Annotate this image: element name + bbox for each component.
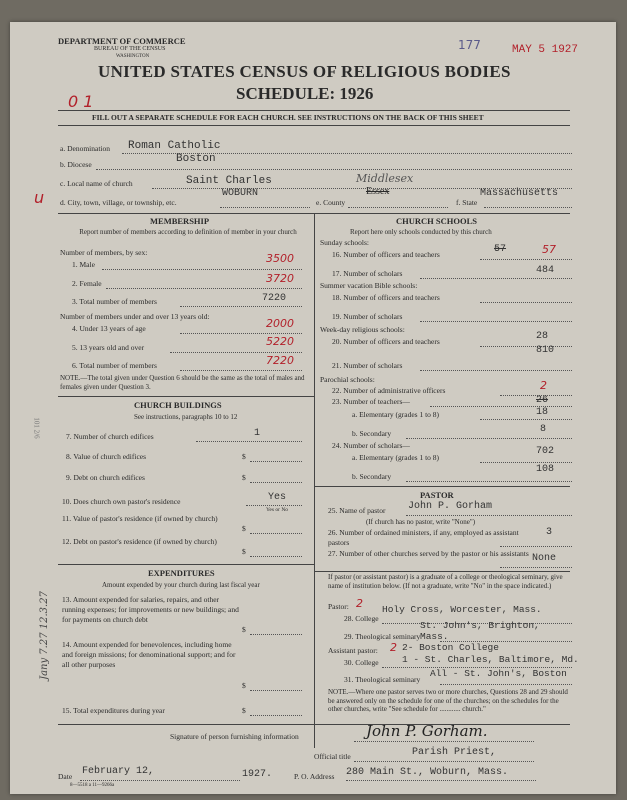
q13-line bbox=[250, 634, 302, 635]
q14-label: 14. Amount expended for benevolences, including home and foreign missions; for denominational support; and for all other purposes bbox=[62, 640, 236, 669]
q24a-value: 702 bbox=[536, 446, 555, 457]
q30-value-1: 2- Boston College bbox=[402, 642, 499, 653]
q11-label: 11. Value of pastor's residence (if owned by church) bbox=[62, 514, 218, 523]
q12-dollar: $ bbox=[242, 547, 246, 556]
q24a-label: a. Elementary (grades 1 to 8) bbox=[352, 453, 440, 462]
q23a-value: 18 bbox=[536, 407, 549, 418]
pastor-sub-label: Pastor: bbox=[328, 602, 349, 611]
membership-subtitle: Report number of members according to definition of member in your church bbox=[79, 228, 297, 236]
expenditures-margin-note: Jany 7.27 12.3.27 bbox=[38, 591, 50, 680]
q23a-line bbox=[480, 419, 572, 420]
graduate-note: If pastor (or assistant pastor) is a graduate of a college or theological seminary, give name of institution below. (If not a graduate, write "No" in the space indicated.) bbox=[328, 573, 563, 590]
q6-line bbox=[180, 370, 302, 371]
q11-line bbox=[250, 533, 302, 534]
q23b-value: 8 bbox=[540, 424, 547, 435]
sunday-label: Sunday schools: bbox=[320, 238, 369, 247]
county-handwritten: Middlesex bbox=[356, 172, 414, 185]
q17-value: 484 bbox=[536, 265, 555, 276]
q17-line bbox=[420, 278, 572, 279]
q3-value: 7220 bbox=[262, 293, 287, 304]
q22-label: 22. Number of administrative officers bbox=[332, 386, 446, 395]
instruction-line: FILL OUT A SEPARATE SCHEDULE FOR EACH CHURCH. SEE INSTRUCTIONS ON THE BACK OF THIS SHEET bbox=[92, 113, 484, 122]
address-line bbox=[346, 780, 536, 781]
county-label: e. County bbox=[316, 198, 346, 207]
q14-line bbox=[250, 690, 302, 691]
form-subtitle: SCHEDULE: 1926 bbox=[236, 84, 374, 103]
q13-label: 13. Amount expended for salaries, repairs, and other running expenses; for improvements or new buildings; and for payments on church debt bbox=[62, 595, 239, 624]
assistant-count: 2 bbox=[390, 641, 397, 654]
q10-label: 10. Does church own pastor's residence bbox=[62, 497, 181, 506]
q24b-value: 108 bbox=[536, 464, 555, 475]
pastor-top-rule bbox=[314, 486, 570, 487]
q25-label: 25. Name of pastor bbox=[328, 506, 386, 515]
q24-label: 24. Number of scholars— bbox=[332, 441, 410, 450]
city-label: WASHINGTON bbox=[116, 54, 150, 59]
q13-dollar: $ bbox=[242, 625, 246, 634]
q16-struck: 57 bbox=[494, 244, 507, 255]
signature: John P. Gorham. bbox=[366, 722, 488, 740]
buildings-subtitle: See instructions, paragraphs 10 to 12 bbox=[134, 413, 238, 421]
signature-label: Signature of person furnishing information bbox=[170, 732, 299, 741]
q2-line bbox=[106, 288, 302, 289]
q30-label: 30. College bbox=[344, 658, 379, 667]
q17-label: 17. Number of scholars bbox=[332, 269, 403, 278]
summer-label: Summer vacation Bible schools: bbox=[320, 281, 418, 290]
weekday-label: Week-day religious schools: bbox=[320, 325, 405, 334]
q20-line bbox=[480, 346, 572, 347]
q9-dollar: $ bbox=[242, 473, 246, 482]
under-over-label: Number of members under and over 13 years old: bbox=[60, 312, 210, 321]
schools-subtitle: Report here only schools conducted by this church bbox=[350, 228, 492, 236]
q1-line bbox=[102, 269, 302, 270]
buildings-title: CHURCH BUILDINGS bbox=[134, 400, 222, 410]
code-handwritten: 0 1 bbox=[68, 92, 94, 111]
q1-label: 1. Male bbox=[72, 260, 95, 269]
margin-mark: u bbox=[34, 188, 45, 207]
q24b-label: b. Secondary bbox=[352, 472, 392, 481]
pastor-title: PASTOR bbox=[420, 490, 454, 500]
q28-label: 28. College bbox=[344, 614, 379, 623]
state-line bbox=[484, 207, 572, 208]
city-label-field: d. City, town, village, or township, etc. bbox=[60, 198, 177, 207]
header-rule bbox=[58, 110, 570, 111]
q23-label: 23. Number of teachers— bbox=[332, 397, 410, 406]
q26-line bbox=[500, 546, 572, 547]
q20-label: 20. Number of officers and teachers bbox=[332, 337, 440, 346]
address-value: 280 Main St., Woburn, Mass. bbox=[346, 767, 509, 778]
q7-label: 7. Number of church edifices bbox=[66, 432, 154, 441]
q8-dollar: $ bbox=[242, 452, 246, 461]
q9-label: 9. Debt on church edifices bbox=[66, 473, 145, 482]
q27-value: None bbox=[532, 553, 557, 564]
q8-line bbox=[250, 461, 302, 462]
official-title-label: Official title bbox=[314, 752, 351, 761]
denomination-value: Roman Catholic bbox=[128, 140, 221, 152]
assistant-label: Assistant pastor: bbox=[328, 646, 378, 655]
official-title-line bbox=[354, 761, 534, 762]
q6-value: 7220 bbox=[266, 354, 294, 367]
form-title: UNITED STATES CENSUS OF RELIGIOUS BODIES bbox=[98, 62, 511, 81]
q23b-label: b. Secondary bbox=[352, 429, 392, 438]
state-label: f. State bbox=[456, 198, 478, 207]
q25-hint: (If church has no pastor, write "None") bbox=[366, 518, 476, 526]
q20-value: 28 bbox=[536, 331, 549, 342]
q26-label: 26. Number of ordained ministers, if any, employed as assistant pastors bbox=[328, 528, 519, 547]
expenditures-subtitle: Amount expended by your church during last fiscal year bbox=[102, 581, 260, 589]
graduate-top-rule bbox=[314, 571, 570, 572]
denomination-label: a. Denomination bbox=[60, 144, 110, 153]
schedule-number: 177 bbox=[458, 38, 481, 52]
q11-dollar: $ bbox=[242, 524, 246, 533]
city-value: WOBURN bbox=[222, 188, 259, 199]
membership-title: MEMBERSHIP bbox=[150, 216, 210, 226]
pastor-count: 2 bbox=[356, 597, 363, 610]
diocese-value: Boston bbox=[176, 153, 216, 165]
q14-dollar: $ bbox=[242, 681, 246, 690]
q22-value: 2 bbox=[540, 379, 547, 392]
center-divider bbox=[314, 213, 315, 748]
date-line bbox=[80, 780, 240, 781]
q4-value: 2000 bbox=[266, 317, 294, 330]
q31-label: 31. Theological seminary bbox=[344, 675, 421, 684]
form-number: 8—5518 a 11—9266a bbox=[70, 783, 115, 788]
county-struck: Essex bbox=[366, 186, 390, 197]
by-sex-label: Number of members, by sex: bbox=[60, 248, 148, 257]
q5-label: 5. 13 years old and over bbox=[72, 343, 145, 352]
date-value: February 12, bbox=[82, 766, 155, 777]
footer-top-rule bbox=[58, 724, 570, 725]
q16-label: 16. Number of officers and teachers bbox=[332, 250, 440, 259]
q21-label: 21. Number of scholars bbox=[332, 361, 403, 370]
q21-line bbox=[420, 370, 572, 371]
expenditures-top-rule bbox=[58, 564, 314, 565]
q26-value: 3 bbox=[546, 527, 553, 538]
q15-label: 15. Total expenditures during year bbox=[62, 706, 165, 715]
buildings-top-rule bbox=[58, 396, 314, 397]
q23-line bbox=[430, 406, 572, 407]
q1-value: 3500 bbox=[266, 252, 294, 265]
q4-line bbox=[180, 333, 302, 334]
q18-line bbox=[480, 302, 572, 303]
date-stamp: MAY 5 1927 bbox=[512, 44, 579, 56]
q12-label: 12. Debt on pastor's residence (if owned by church) bbox=[62, 537, 217, 546]
membership-note: NOTE.—The total given under Question 6 should be the same as the total of males and females given under Question 3. bbox=[60, 374, 305, 391]
q31-line bbox=[440, 684, 572, 685]
expenditures-title: EXPENDITURES bbox=[148, 568, 215, 578]
q18-label: 18. Number of officers and teachers bbox=[332, 293, 440, 302]
header-rule-2 bbox=[58, 125, 570, 126]
signature-line bbox=[354, 741, 534, 742]
q30-value-2: 1 - St. Charles, Baltimore, Md. bbox=[402, 654, 579, 665]
q15-line bbox=[250, 715, 302, 716]
buildings-margin-note: 101 2/6 bbox=[32, 417, 41, 439]
q27-line bbox=[500, 567, 572, 568]
diocese-line bbox=[96, 169, 572, 170]
q24b-line bbox=[406, 481, 572, 482]
q5-value: 5220 bbox=[266, 335, 294, 348]
q19-label: 19. Number of scholars bbox=[332, 312, 403, 321]
q24a-line bbox=[480, 462, 572, 463]
church-name-value: Saint Charles bbox=[186, 175, 272, 187]
date-label: Date bbox=[58, 772, 73, 781]
q3-label: 3. Total number of members bbox=[72, 297, 157, 306]
q29-value: St. John's, Brighton, Mass. bbox=[420, 620, 540, 642]
q21-value: 810 bbox=[536, 345, 555, 356]
city-line bbox=[220, 207, 310, 208]
q29-label: 29. Theological seminary bbox=[344, 632, 421, 641]
q2-label: 2. Female bbox=[72, 279, 102, 288]
q28-value: Holy Cross, Worcester, Mass. bbox=[382, 604, 542, 615]
q23b-line bbox=[406, 438, 572, 439]
pastor-note: NOTE.—Where one pastor serves two or more churches, Questions 28 and 29 should be answered only on the schedule for one of the churches; on the schedules for the other churches, write "See schedule for ............ church." bbox=[328, 688, 568, 713]
q23a-label: a. Elementary (grades 1 to 8) bbox=[352, 410, 440, 419]
q5-line bbox=[170, 352, 302, 353]
address-label: P. O. Address bbox=[294, 772, 335, 781]
q23-value: 26 bbox=[536, 395, 549, 406]
parochial-label: Parochial schools: bbox=[320, 375, 375, 384]
q25-value: John P. Gorham bbox=[408, 501, 493, 512]
q2-value: 3720 bbox=[266, 272, 294, 285]
diocese-label: b. Diocese bbox=[60, 160, 92, 169]
schools-title: CHURCH SCHOOLS bbox=[396, 216, 477, 226]
q7-line bbox=[196, 441, 302, 442]
q12-line bbox=[250, 556, 302, 557]
q19-line bbox=[420, 321, 572, 322]
bureau-label: BUREAU OF THE CENSUS bbox=[94, 46, 166, 52]
q10-value: Yes bbox=[268, 492, 287, 503]
q7-value: 1 bbox=[254, 428, 261, 439]
q31-value: All - St. John's, Boston bbox=[430, 668, 567, 679]
q6-label: 6. Total number of members bbox=[72, 361, 157, 370]
official-title-value: Parish Priest, bbox=[412, 747, 497, 758]
q4-label: 4. Under 13 years of age bbox=[72, 324, 146, 333]
q16-hand: 57 bbox=[542, 243, 556, 256]
q3-line bbox=[180, 306, 302, 307]
date-year: 1927. bbox=[242, 769, 273, 780]
q9-line bbox=[250, 482, 302, 483]
q25-line bbox=[406, 515, 572, 516]
state-value: Massachusetts bbox=[480, 188, 559, 199]
dept-label: DEPARTMENT OF COMMERCE bbox=[58, 36, 186, 46]
q8-label: 8. Value of church edifices bbox=[66, 452, 147, 461]
church-name-label: c. Local name of church bbox=[60, 179, 133, 188]
census-schedule-sheet bbox=[10, 22, 616, 794]
q10-hint: Yes or No bbox=[266, 507, 289, 513]
q10-line bbox=[246, 505, 302, 506]
county-line bbox=[348, 207, 448, 208]
q15-dollar: $ bbox=[242, 706, 246, 715]
q27-label: 27. Number of other churches served by the pastor or his assistants bbox=[328, 549, 529, 558]
q16-line bbox=[480, 259, 572, 260]
